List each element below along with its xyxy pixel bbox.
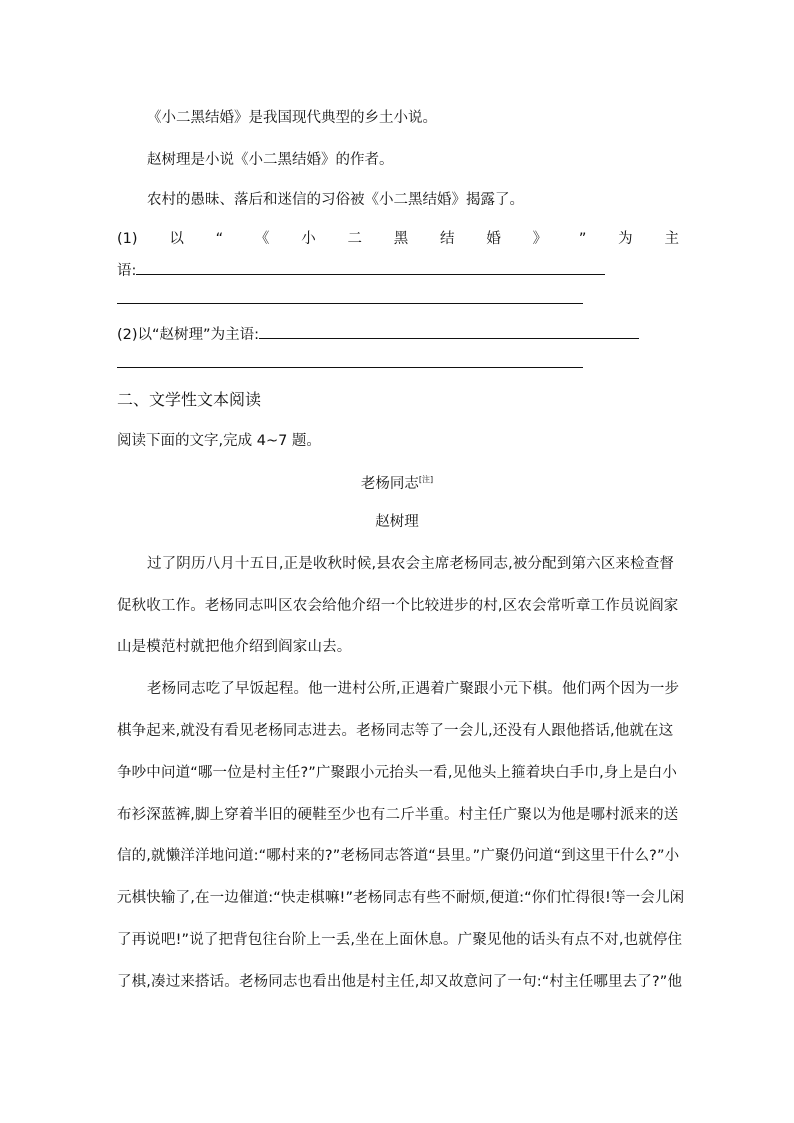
story-line: 山是模范村就把他介绍到阎家山去。 xyxy=(117,639,352,655)
story-line: 老杨同志吃了早饭起程。他一进村公所,正遇着广聚跟小元下棋。他们两个因为一步 xyxy=(147,681,680,697)
story-line: 过了阴历八月十五日,正是收秋时候,县农会主席老杨同志,被分配到第六区来检查督 xyxy=(147,556,675,572)
answer-blank-1b[interactable] xyxy=(117,303,583,304)
story-line: 了棋,凑过来搭话。老杨同志也看出他是村主任,却又故意问了一句:“村主任哪里去了?”他 xyxy=(117,974,683,990)
footnote-marker: [注] xyxy=(418,475,434,484)
sentence-3: 农村的愚昧、落后和迷信的习俗被《小二黑结婚》揭露了。 xyxy=(147,192,524,208)
story-line: 布衫深蓝裤,脚上穿着半旧的硬鞋至少也有二斤半重。村主任广聚以为他是哪村派来的送 xyxy=(117,807,679,823)
story-line: 促秋收工作。老杨同志叫区农会给他介绍一个比较进步的村,区农会常听章工作员说阎家 xyxy=(117,598,679,614)
story-line: 棋争起来,就没有看见老杨同志进去。老杨同志等了一会儿,还没有人跟他搭话,他就在这 xyxy=(117,723,674,739)
question-2-prompt: (2)以“赵树理”为主语: xyxy=(117,323,639,345)
reading-instruction: 阅读下面的文字,完成 4~7 题。 xyxy=(117,433,321,449)
story-line: 信的,就懒洋洋地问道:“哪村来的?”老杨同志答道“县里。”广聚仍问道“到这里干什么?”小 xyxy=(117,848,680,864)
story-line: 元棋快输了,在一边催道:“快走棋嘛!”老杨同志有些不耐烦,便道:“你们忙得很!等一会儿闲 xyxy=(117,890,685,906)
answer-blank-2a[interactable] xyxy=(259,323,639,339)
story-line: 了再说吧!”说了把背包往台阶上一丢,坐在上面休息。广聚见他的话头有点不对,也就停住 xyxy=(117,932,683,948)
story-title: 老杨同志[注] xyxy=(360,475,434,492)
section-title: 二、文学性文本阅读 xyxy=(117,390,262,409)
story-author: 赵树理 xyxy=(375,514,419,530)
question-1-continuation: 语: xyxy=(117,259,605,281)
answer-blank-2b[interactable] xyxy=(117,367,583,368)
answer-blank-1a[interactable] xyxy=(136,259,605,275)
question-1-prompt: (1) 以 “ 《 小 二 黑 结 婚 》 ” 为 主 xyxy=(117,231,679,247)
sentence-1: 《小二黑结婚》是我国现代典型的乡土小说。 xyxy=(147,110,437,126)
story-line: 争吵中问道“哪一位是村主任?”广聚跟小元抬头一看,见他头上箍着块白手巾,身上是白小 xyxy=(117,765,678,781)
sentence-2: 赵树理是小说《小二黑结婚》的作者。 xyxy=(147,152,394,168)
